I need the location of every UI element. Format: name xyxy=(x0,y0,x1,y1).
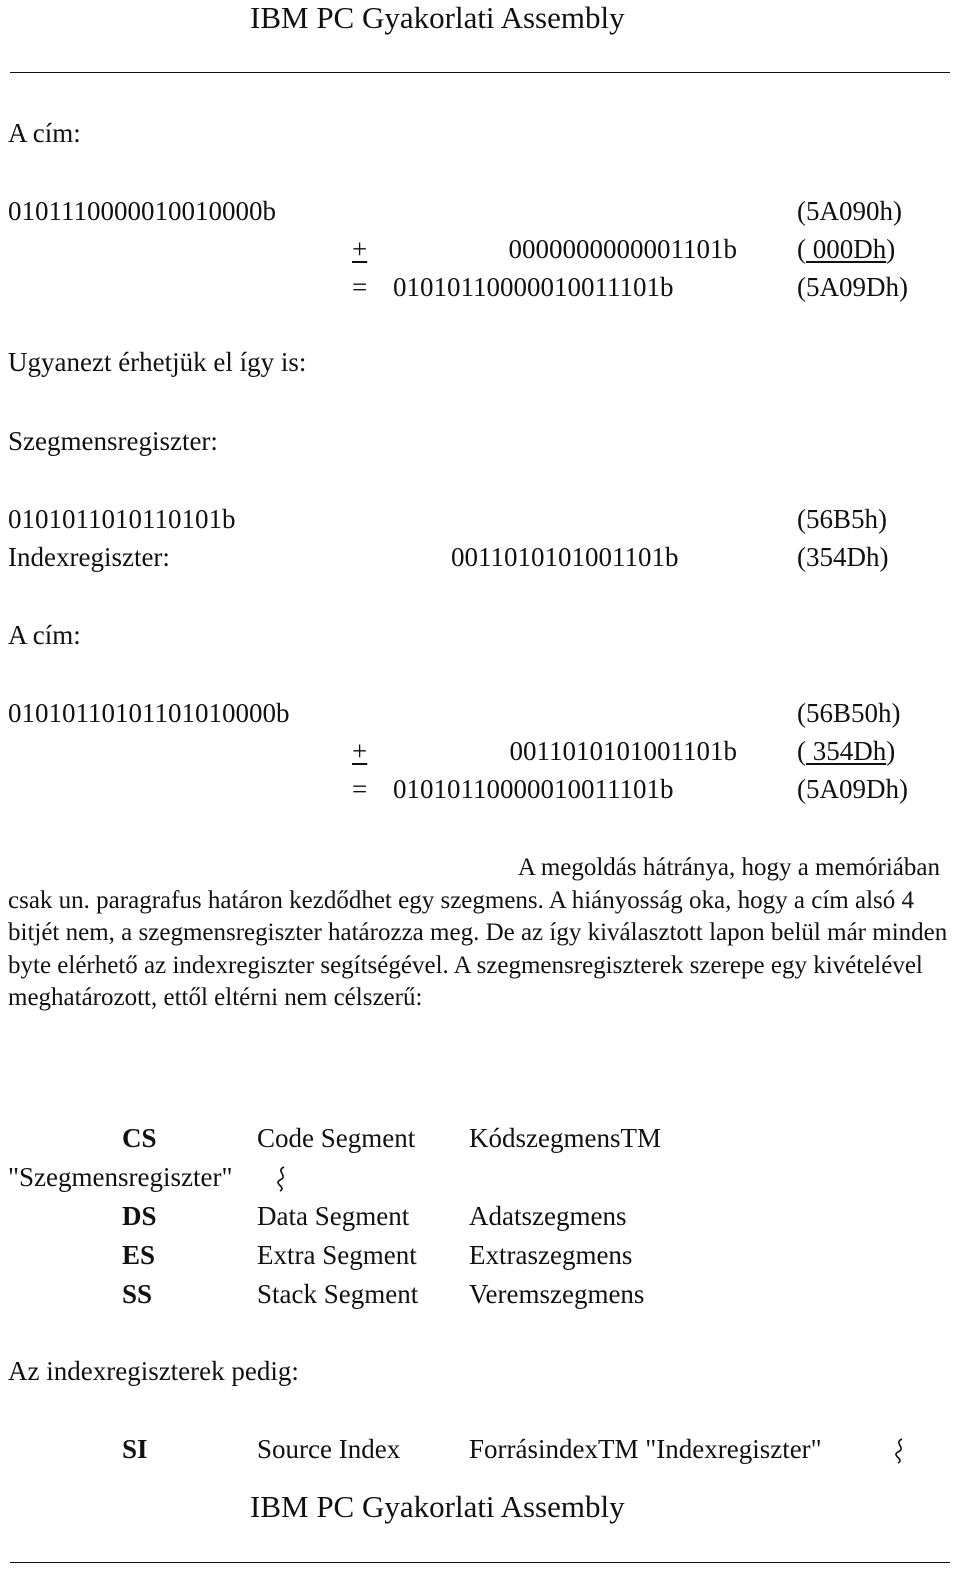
segment-name: Stack Segment xyxy=(257,1279,419,1309)
paragraph-first-line: A megoldás hátránya, hogy a memóriában xyxy=(517,854,940,881)
explanation-paragraph xyxy=(8,852,948,1015)
result-hex-1: (5A09Dh) xyxy=(797,272,908,302)
quote-line xyxy=(8,1164,232,1191)
address-hex-1: (5A090h) xyxy=(797,196,902,226)
address-hex-2: (56B50h) xyxy=(797,698,901,728)
segment-desc: Veremszegmens xyxy=(469,1279,645,1309)
page-header-title: IBM PC Gyakorlati Assembly xyxy=(250,0,625,35)
footer-divider xyxy=(10,1562,950,1563)
offset-binary-2: 0011010101001101b xyxy=(509,736,737,766)
segment-register-binary: 0101011010110101b xyxy=(8,504,236,534)
segment-desc: Extraszegmens xyxy=(469,1240,633,1270)
offset-hex-2: ( 354Dh) xyxy=(797,736,896,766)
page-footer-title: IBM PC Gyakorlati Assembly xyxy=(250,1489,625,1524)
result-hex-2: (5A09Dh) xyxy=(797,774,908,804)
index-desc: ForrásindexTM "Indexregiszter" xyxy=(469,1434,822,1464)
equals-sign-1: = xyxy=(352,272,368,302)
address-label-2: A cím: xyxy=(8,620,81,650)
address-binary-1: 0101110000010010000b xyxy=(8,196,276,226)
plus-sign: + xyxy=(352,234,368,264)
index-intro: Az indexregiszterek pedig: xyxy=(8,1356,299,1386)
result-binary-1: 01010110000010011101b xyxy=(393,272,674,302)
index-register-hex: (354Dh) xyxy=(797,542,889,572)
address-label: A cím: xyxy=(8,118,81,148)
equals-sign-2: = xyxy=(352,774,368,804)
offset-hex-1: ( 000Dh) xyxy=(797,234,896,264)
segment-register-hex: (56B5h) xyxy=(797,504,887,534)
segment-abbr: DS xyxy=(122,1201,157,1231)
segment-name: Extra Segment xyxy=(257,1240,417,1270)
segment-abbr: ES xyxy=(122,1240,156,1270)
segment-abbr: SS xyxy=(122,1279,153,1309)
index-register-binary: 0011010101001101b xyxy=(451,542,679,572)
address-binary-2: 01010110101101010000b xyxy=(8,698,290,728)
footnote-mark-icon xyxy=(274,1166,290,1192)
index-register-label: Indexregiszter: xyxy=(8,542,170,572)
index-name: Source Index xyxy=(257,1434,401,1464)
segment-desc: Adatszegmens xyxy=(469,1201,627,1231)
intro-text: Ugyanezt érhetjük el így is: xyxy=(8,347,307,377)
segment-desc: KódszegmensTM xyxy=(469,1123,661,1153)
segment-name: Code Segment xyxy=(257,1123,416,1153)
segment-register-label: Szegmensregiszter: xyxy=(8,426,218,456)
segment-abbr: CS xyxy=(122,1123,157,1153)
footnote-mark-icon-2 xyxy=(892,1438,908,1464)
quote-text: "Szegmensregiszter" xyxy=(8,1162,233,1192)
plus-sign-2: + xyxy=(352,736,368,766)
segment-name: Data Segment xyxy=(257,1201,410,1231)
index-abbr: SI xyxy=(122,1434,148,1464)
paragraph-body: csak un. paragrafus határon kezdődhet egy szegmens. A hiányosság oka, hogy a cím alsó 4 bitjét nem, a szegmensregiszter határozza meg. De az így kiválasztott lapon belül már minden byte elérhető az indexregiszter segítségével. A szegmensregiszterek szerepe egy kivételével meghatározott, ettől eltérni nem célszerű: xyxy=(8,886,948,1011)
header-divider xyxy=(10,72,950,73)
result-binary-2: 01010110000010011101b xyxy=(393,774,674,804)
offset-binary-1: 0000000000001101b xyxy=(508,234,737,264)
